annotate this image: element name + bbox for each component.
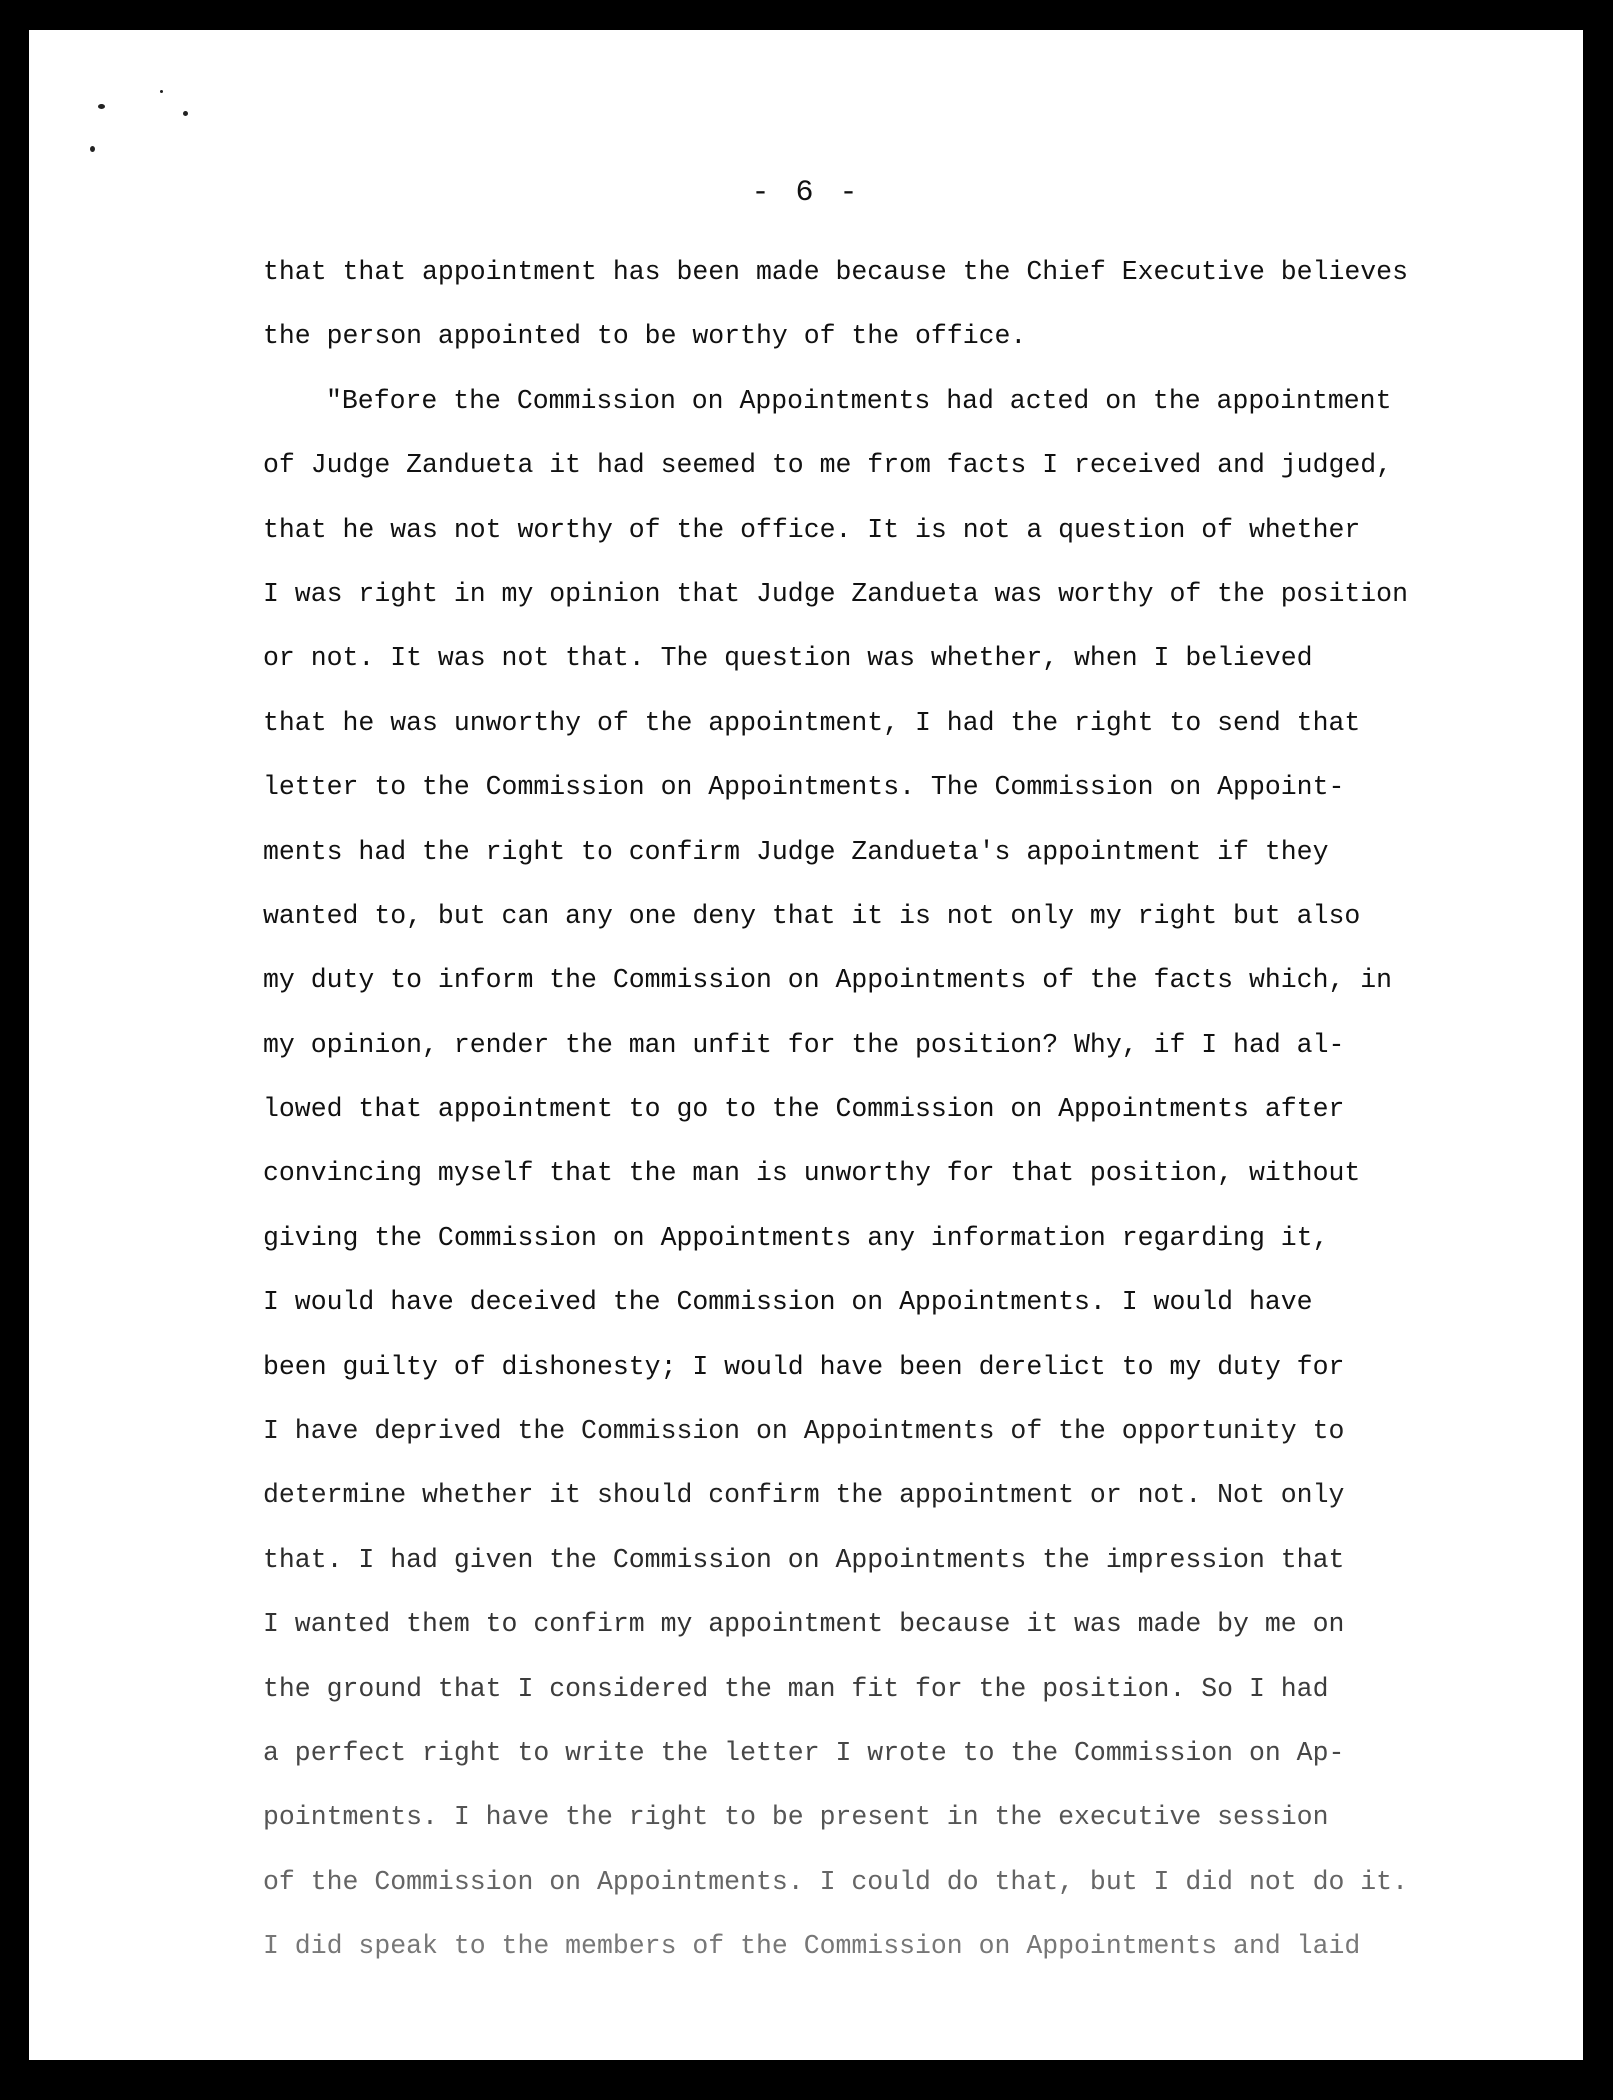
ink-speck [98,104,105,109]
text-line: the person appointed to be worthy of the office. [263,321,1027,352]
text-line: of the Commission on Appointments. I could do that, but I did not do it. [263,1866,1408,1897]
text-line: my opinion, render the man unfit for the position? Why, if I had al- [263,1029,1345,1060]
text-line: ments had the right to confirm Judge Zandueta's appointment if they [263,836,1329,867]
ink-speck [90,146,95,152]
text-line: a perfect right to write the letter I wrote to the Commission on Ap- [263,1737,1345,1768]
text-line: letter to the Commission on Appointments. The Commission on Appoint- [263,772,1345,803]
ink-speck [160,90,163,93]
text-line: my duty to inform the Commission on Appointments of the facts which, in [263,965,1393,996]
text-line: pointments. I have the right to be present in the executive session [263,1802,1329,1833]
text-line: or not. It was not that. The question was whether, when I believed [263,643,1313,674]
page-number: - 6 - [751,176,862,210]
text-line: determine whether it should confirm the appointment or not. Not only [263,1480,1345,1511]
text-line: been guilty of dishonesty; I would have been derelict to my duty for [263,1351,1345,1382]
text-line: "Before the Commission on Appointments had acted on the appointment [326,385,1392,416]
text-line: I wanted them to confirm my appointment because it was made by me on [263,1609,1345,1640]
text-line: lowed that appointment to go to the Commission on Appointments after [263,1094,1345,1125]
text-line: I did speak to the members of the Commission on Appointments and laid [263,1931,1361,1962]
text-line: that that appointment has been made because the Chief Executive believes [263,257,1408,287]
text-line: that he was not worthy of the office. It is not a question of whether [263,514,1361,545]
text-line: that. I had given the Commission on Appointments the impression that [263,1544,1345,1575]
text-line: I was right in my opinion that Judge Zandueta was worthy of the position [263,578,1408,609]
text-line: giving the Commission on Appointments any information regarding it, [263,1222,1329,1253]
text-line: that he was unworthy of the appointment, I had the right to send that [263,707,1361,738]
ink-speck [183,111,188,116]
text-line: I have deprived the Commission on Appointments of the opportunity to [263,1416,1345,1447]
text-line: wanted to, but can any one deny that it is not only my right but also [263,900,1361,931]
body-text [263,240,1443,1979]
text-line: of Judge Zandueta it had seemed to me from facts I received and judged, [263,450,1393,481]
text-line: the ground that I considered the man fit for the position. So I had [263,1673,1329,1704]
text-line: convincing myself that the man is unworthy for that position, without [263,1158,1361,1189]
text-line: I would have deceived the Commission on Appointments. I would have [263,1287,1313,1318]
